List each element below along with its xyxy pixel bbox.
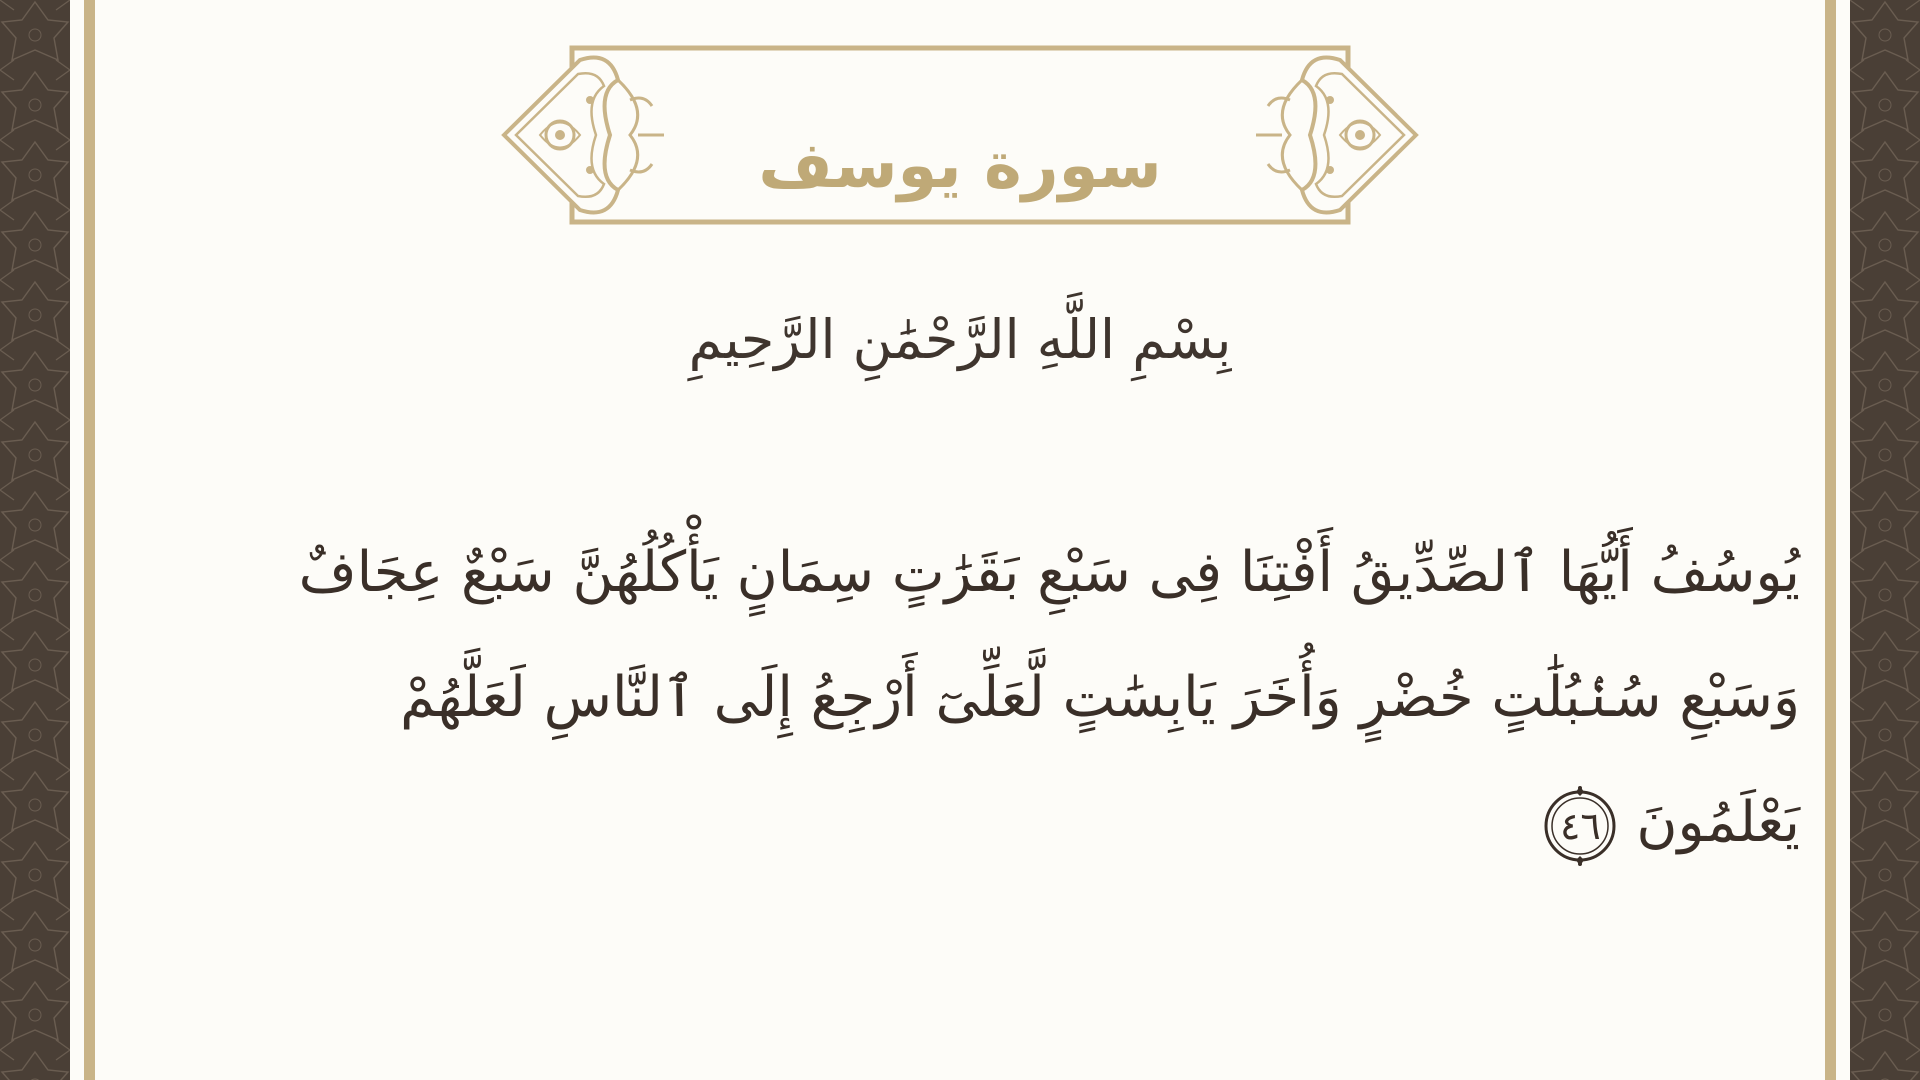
left-gold-frame-line bbox=[84, 0, 95, 1080]
basmala-calligraphy: بِسْمِ اللَّهِ الرَّحْمَٰنِ الرَّحِيمِ bbox=[688, 308, 1232, 371]
verse-text bbox=[150, 510, 1800, 885]
ayah-number: ٤٦ bbox=[1560, 803, 1601, 848]
ayah-end-marker-icon bbox=[1538, 784, 1622, 868]
surah-title-banner bbox=[500, 40, 1420, 230]
verse-line-1: يُوسُفُ أَيُّهَا ٱلصِّدِّيقُ أَفْتِنَا فِى سَبْعِ بَقَرَٰتٍ سِمَانٍ يَأْكُلُهُنَّ سَبْعٌ عِجَافٌ bbox=[298, 540, 1800, 605]
surah-title: سورة يوسف bbox=[758, 129, 1162, 203]
verse-line-3-text: يَعْلَمُونَ bbox=[1636, 790, 1800, 855]
verse-line-3 bbox=[150, 760, 1800, 885]
right-gold-frame-line bbox=[1825, 0, 1836, 1080]
right-ornamental-border bbox=[1850, 0, 1920, 1080]
verse-line-2: وَسَبْعِ سُنۢبُلَٰتٍ خُضْرٍ وَأُخَرَ يَابِسَٰتٍ لَّعَلِّىٓ أَرْجِعُ إِلَى ٱلنَّاسِ لَعَلَّهُمْ bbox=[400, 665, 1800, 730]
left-ornamental-border bbox=[0, 0, 70, 1080]
